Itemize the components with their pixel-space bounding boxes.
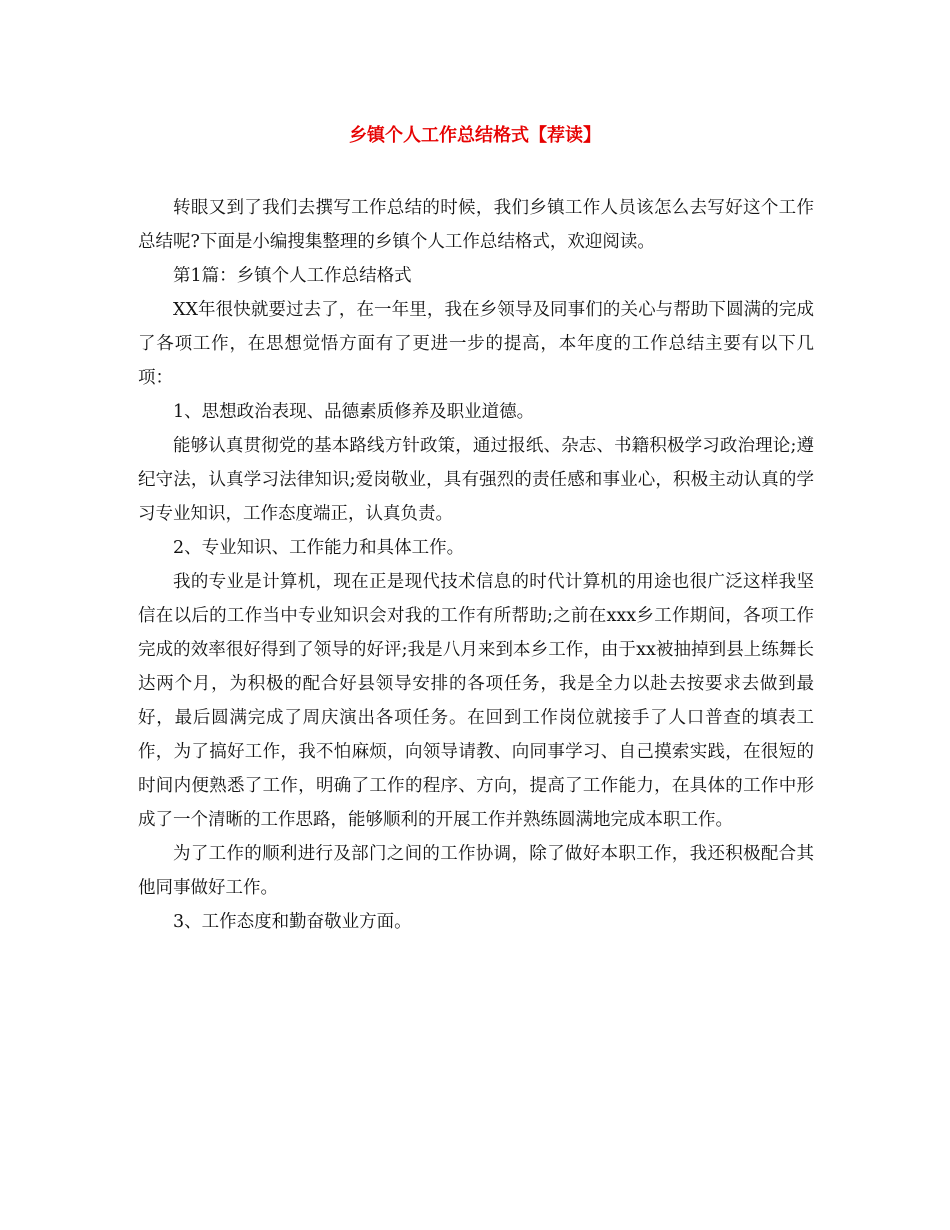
body-paragraph: 能够认真贯彻党的基本路线方针政策，通过报纸、杂志、书籍积极学习政治理论;遵纪守法，认真学习法律知识;爱岗敬业，具有强烈的责任感和事业心，积极主动认真的学习专业知识，工作态度端正，认真负责。 [138,436,814,524]
document-body [138,191,814,939]
body-paragraph: 为了工作的顺利进行及部门之间的工作协调，除了做好本职工作，我还积极配合其他同事做好工作。 [138,844,814,898]
body-paragraph: 我的专业是计算机，现在正是现代技术信息的时代计算机的用途也很广泛这样我坚信在以后的工作当中专业知识会对我的工作有所帮助;之前在xxx乡工作期间，各项工作完成的效率很好得到了领导的好评;我是八月来到本乡工作，由于xx被抽掉到县上练舞长达两个月，为积极的配合好县领导安排的各项任务，我是全力以赴去按要求去做到最好，最后圆满完成了周庆演出各项任务。在回到工作岗位就接手了人口普查的填表工作，为了搞好工作，我不怕麻烦，向领导请教、向同事学习、自己摸索实践，在很短的时间内便熟悉了工作，明确了工作的程序、方向，提高了工作能力，在具体的工作中形成了一个清晰的工作思路，能够顺利的开展工作并熟练圆满地完成本职工作。 [138,572,814,830]
body-paragraph: XX年很快就要过去了，在一年里，我在乡领导及同事们的关心与帮助下圆满的完成了各项工作，在思想觉悟方面有了更进一步的提高，本年度的工作总结主要有以下几项： [138,300,814,388]
section-heading: 3、工作态度和勤奋敬业方面。 [173,912,412,932]
chapter-heading: 第1篇：乡镇个人工作总结格式 [173,266,412,286]
document-title: 乡镇个人工作总结格式【荐读】 [349,125,601,146]
section-heading: 2、专业知识、工作能力和具体工作。 [173,538,465,558]
section-heading: 1、思想政治表现、品德素质修养及职业道德。 [173,402,535,422]
intro-paragraph: 转眼又到了我们去撰写工作总结的时候，我们乡镇工作人员该怎么去写好这个工作总结呢?下面是小编搜集整理的乡镇个人工作总结格式，欢迎阅读。 [138,198,814,252]
